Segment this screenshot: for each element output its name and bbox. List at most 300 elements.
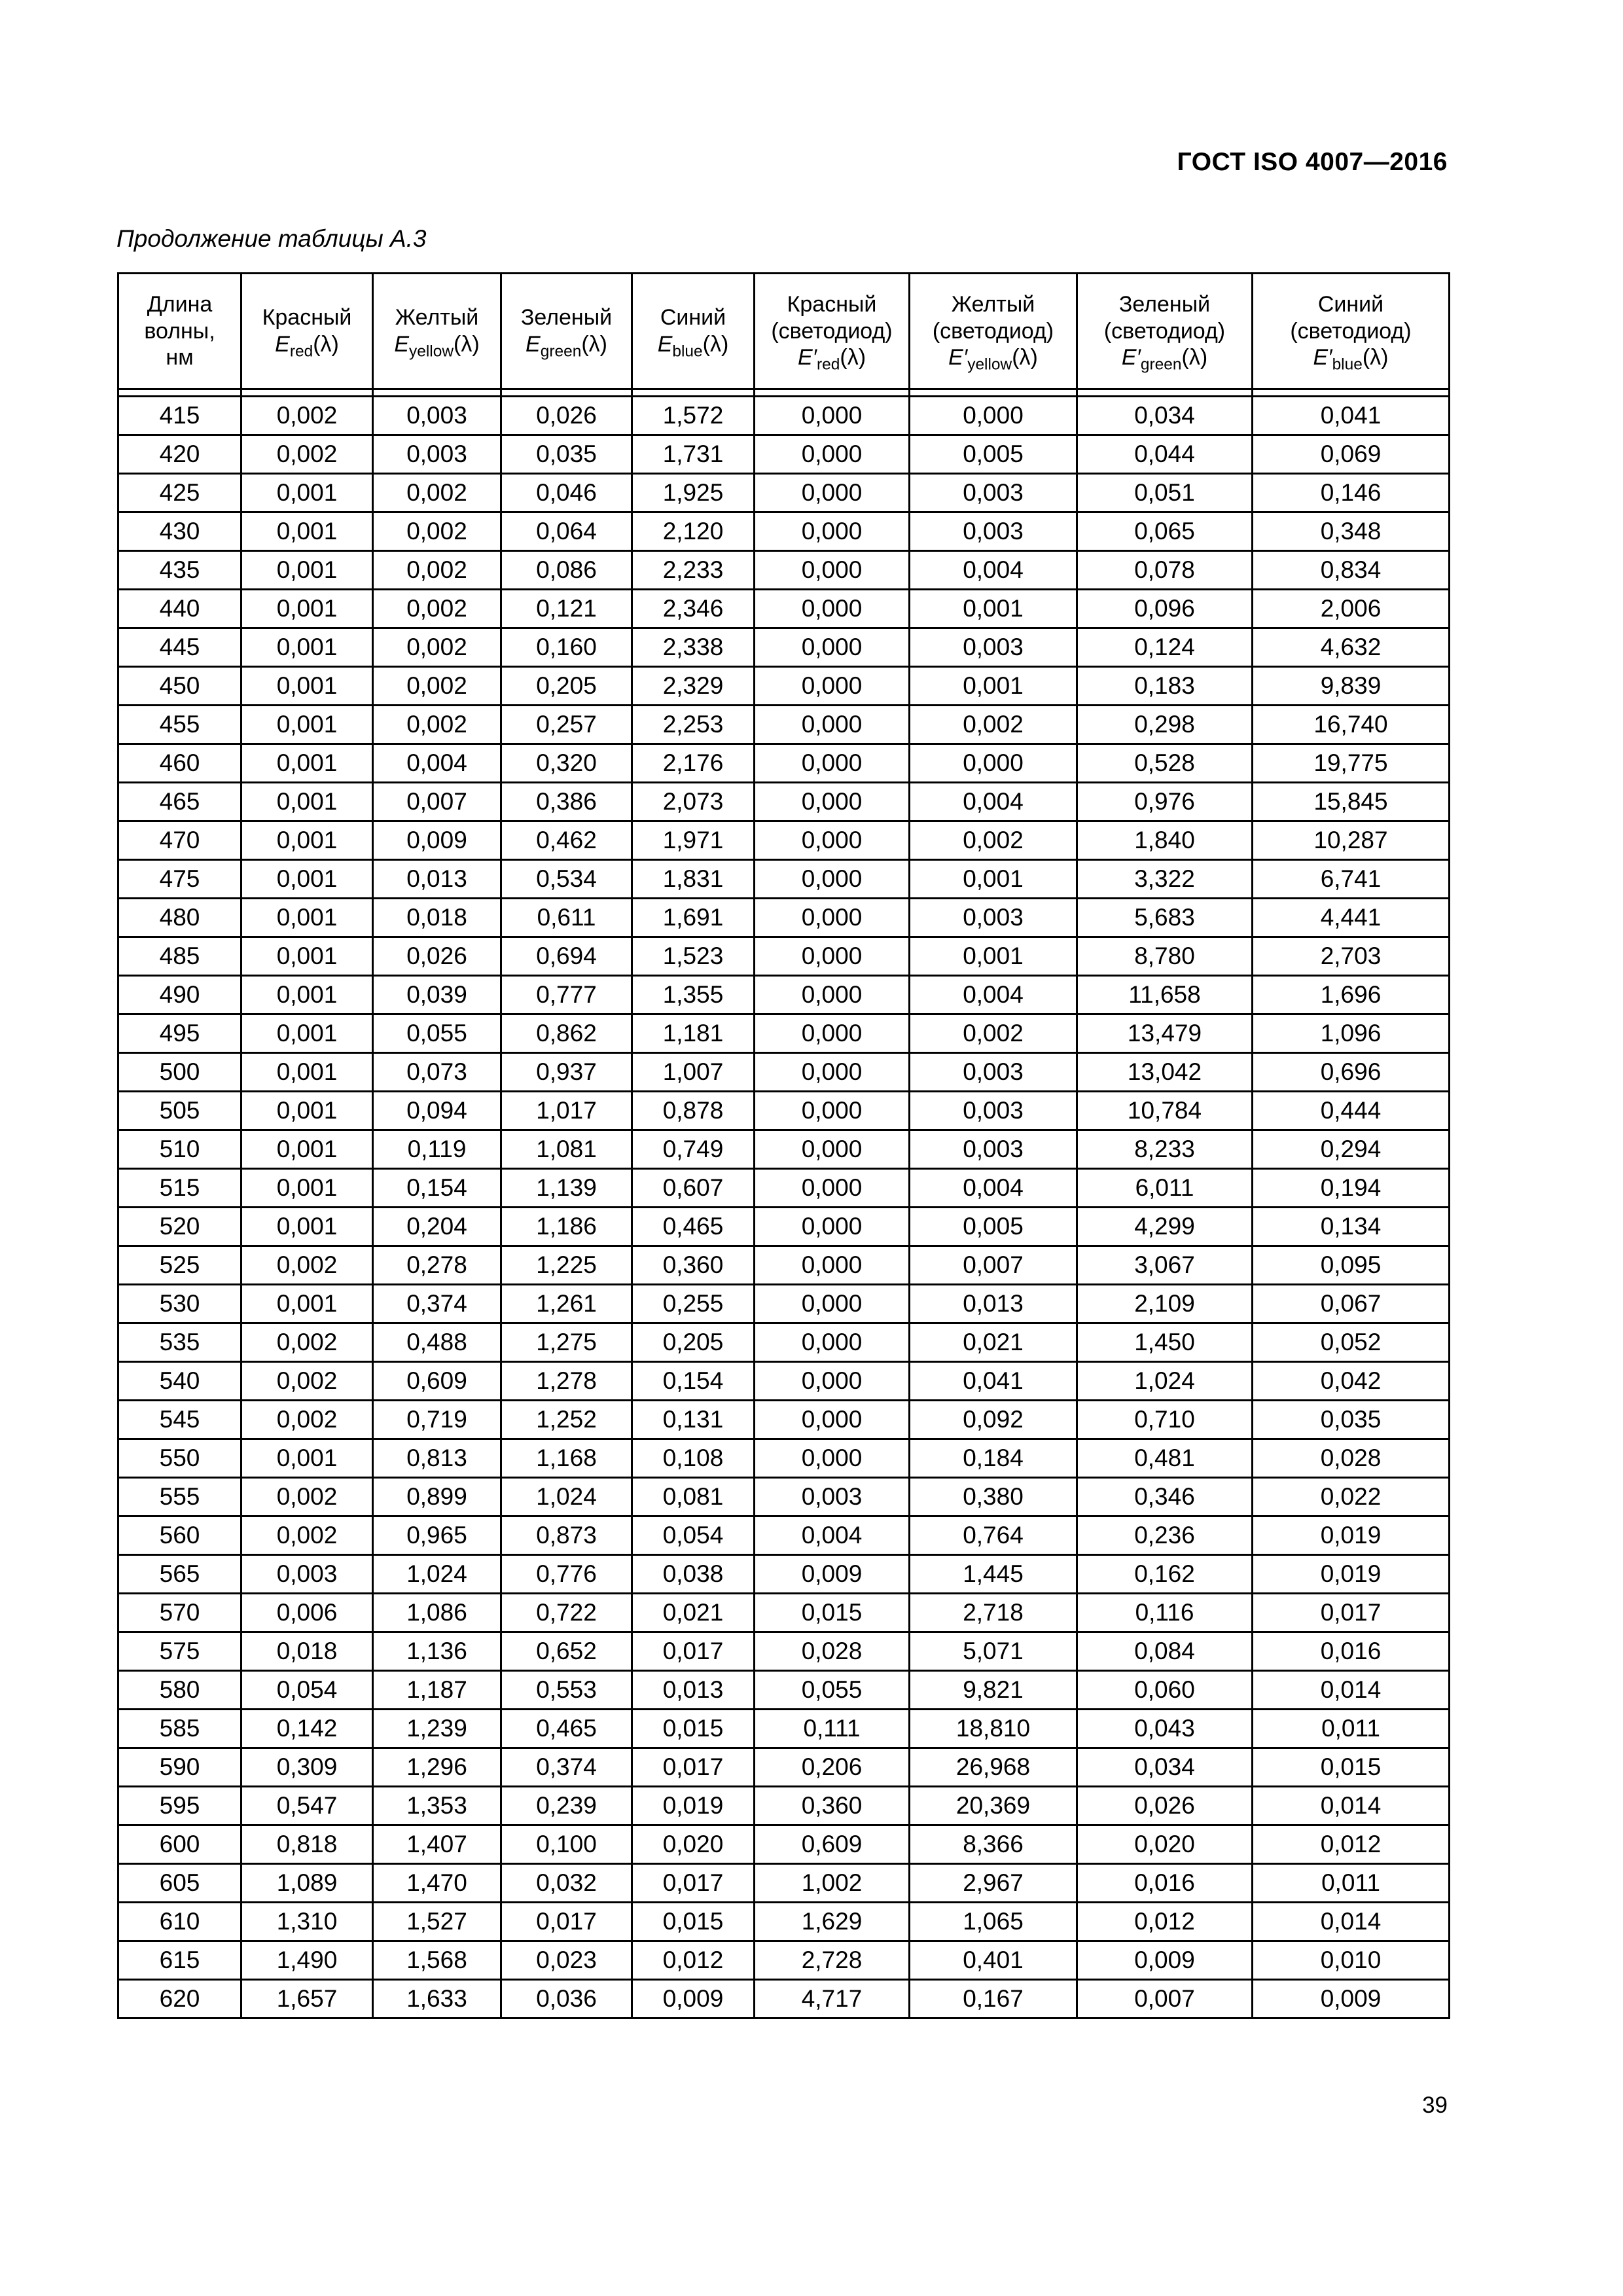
column-symbol-subscript: red: [817, 355, 840, 374]
column-header-line: Зеленый: [520, 305, 613, 331]
value-cell: 0,154: [632, 1362, 755, 1401]
value-cell: 0,026: [501, 397, 632, 435]
table-caption: Продолжение таблицы А.3: [116, 225, 427, 252]
table-row: [118, 1401, 1450, 1439]
table-row: [118, 1787, 1450, 1825]
value-cell: 0,003: [910, 1053, 1077, 1092]
value-cell: 0,294: [1253, 1130, 1450, 1169]
value-cell: 3,322: [1077, 860, 1253, 899]
value-cell: 0,096: [1077, 590, 1253, 628]
value-cell: 0,611: [501, 899, 632, 937]
value-cell: 0,020: [632, 1825, 755, 1864]
value-cell: 0,035: [501, 435, 632, 474]
value-cell: 0,204: [373, 1208, 501, 1246]
value-cell: 0,001: [241, 706, 373, 744]
value-cell: 0,001: [241, 937, 373, 976]
value-cell: 0,028: [1253, 1439, 1450, 1478]
value-cell: 16,740: [1253, 706, 1450, 744]
wavelength-cell: 425: [118, 474, 241, 512]
wavelength-cell: 465: [118, 783, 241, 821]
value-cell: 0,003: [910, 474, 1077, 512]
document-header: ГОСТ ISO 4007—2016: [1177, 148, 1448, 176]
value-cell: 0,015: [1253, 1748, 1450, 1787]
value-cell: 0,000: [755, 1246, 910, 1285]
value-cell: 0,001: [241, 1439, 373, 1478]
value-cell: 6,011: [1077, 1169, 1253, 1208]
table-row: [118, 1323, 1450, 1362]
value-cell: 0,001: [910, 860, 1077, 899]
table-row: [118, 706, 1450, 744]
value-cell: 1,086: [373, 1594, 501, 1632]
value-cell: 0,084: [1077, 1632, 1253, 1671]
column-header-3: [501, 274, 632, 389]
value-cell: 0,038: [632, 1555, 755, 1594]
value-cell: 0,001: [241, 744, 373, 783]
value-cell: 1,353: [373, 1787, 501, 1825]
value-cell: 0,000: [755, 1053, 910, 1092]
value-cell: 0,000: [755, 706, 910, 744]
value-cell: 1,523: [632, 937, 755, 976]
value-cell: 0,060: [1077, 1671, 1253, 1710]
value-cell: 0,015: [632, 1710, 755, 1748]
table-row: [118, 1169, 1450, 1208]
value-cell: 0,001: [910, 937, 1077, 976]
wavelength-cell: 545: [118, 1401, 241, 1439]
value-cell: 0,000: [755, 1362, 910, 1401]
value-cell: 0,000: [755, 1439, 910, 1478]
column-symbol-argument: (λ): [454, 332, 480, 357]
value-cell: 0,002: [910, 1014, 1077, 1053]
wavelength-cell: 535: [118, 1323, 241, 1362]
value-cell: 0,017: [632, 1632, 755, 1671]
value-cell: 0,005: [910, 435, 1077, 474]
value-cell: 1,278: [501, 1362, 632, 1401]
value-cell: 0,000: [755, 1208, 910, 1246]
value-cell: 0,002: [241, 397, 373, 435]
value-cell: 10,287: [1253, 821, 1450, 860]
value-cell: 0,001: [910, 667, 1077, 706]
value-cell: 0,086: [501, 551, 632, 590]
value-cell: 0,004: [910, 783, 1077, 821]
value-cell: 0,937: [501, 1053, 632, 1092]
table-row: [118, 899, 1450, 937]
wavelength-cell: 500: [118, 1053, 241, 1092]
value-cell: 0,360: [755, 1787, 910, 1825]
value-cell: 0,878: [632, 1092, 755, 1130]
value-cell: 0,002: [241, 1362, 373, 1401]
table-row: [118, 1671, 1450, 1710]
column-header-line: (светодиод): [771, 318, 893, 344]
table-row: [118, 435, 1450, 474]
table-row: [118, 1053, 1450, 1092]
value-cell: 2,728: [755, 1941, 910, 1980]
column-header-5: [755, 274, 910, 389]
table-row: [118, 976, 1450, 1014]
column-symbol-subscript: green: [540, 342, 582, 361]
value-cell: 0,007: [1077, 1980, 1253, 2018]
value-cell: 2,718: [910, 1594, 1077, 1632]
value-cell: 0,092: [910, 1401, 1077, 1439]
value-cell: 0,000: [755, 1169, 910, 1208]
separator-cell: [241, 389, 373, 397]
value-cell: 0,009: [1253, 1980, 1450, 2018]
wavelength-cell: 615: [118, 1941, 241, 1980]
column-header-line: волны,: [144, 318, 215, 344]
value-cell: 0,054: [632, 1516, 755, 1555]
column-symbol-subscript: green: [1140, 355, 1182, 374]
value-cell: 0,011: [1253, 1710, 1450, 1748]
value-cell: 0,194: [1253, 1169, 1450, 1208]
column-symbol: E: [526, 332, 541, 357]
table-row: [118, 474, 1450, 512]
column-header-line: Зеленый: [1118, 291, 1211, 317]
value-cell: 0,873: [501, 1516, 632, 1555]
column-header-line: Синий: [660, 305, 726, 331]
value-cell: 0,528: [1077, 744, 1253, 783]
value-cell: 0,000: [755, 435, 910, 474]
value-cell: 2,109: [1077, 1285, 1253, 1323]
column-symbol-subscript: blue: [1332, 355, 1363, 374]
table-row: [118, 1362, 1450, 1401]
column-header-line: (светодиод): [1290, 318, 1412, 344]
value-cell: 0,722: [501, 1594, 632, 1632]
value-cell: 0,017: [632, 1864, 755, 1903]
value-cell: 0,000: [755, 1323, 910, 1362]
value-cell: 0,000: [755, 474, 910, 512]
separator-cell: [501, 389, 632, 397]
value-cell: 2,233: [632, 551, 755, 590]
value-cell: 1,731: [632, 435, 755, 474]
value-cell: 0,652: [501, 1632, 632, 1671]
value-cell: 1,840: [1077, 821, 1253, 860]
table-row: [118, 1130, 1450, 1169]
value-cell: 0,009: [755, 1555, 910, 1594]
value-cell: 1,568: [373, 1941, 501, 1980]
wavelength-cell: 575: [118, 1632, 241, 1671]
value-cell: 0,003: [910, 628, 1077, 667]
value-cell: 0,000: [755, 397, 910, 435]
table-row: [118, 1941, 1450, 1980]
value-cell: 0,067: [1253, 1285, 1450, 1323]
table-row: [118, 1632, 1450, 1671]
value-cell: 0,021: [632, 1594, 755, 1632]
value-cell: 0,069: [1253, 435, 1450, 474]
value-cell: 0,111: [755, 1710, 910, 1748]
value-cell: 0,026: [373, 937, 501, 976]
value-cell: 0,360: [632, 1246, 755, 1285]
value-cell: 0,401: [910, 1941, 1077, 1980]
value-cell: 1,450: [1077, 1323, 1253, 1362]
wavelength-cell: 600: [118, 1825, 241, 1864]
value-cell: 0,488: [373, 1323, 501, 1362]
value-cell: 2,120: [632, 512, 755, 551]
value-cell: 4,717: [755, 1980, 910, 2018]
value-cell: 0,019: [632, 1787, 755, 1825]
wavelength-cell: 440: [118, 590, 241, 628]
header-separator-row: [118, 389, 1450, 397]
column-symbol-argument: (λ): [1012, 345, 1038, 370]
value-cell: 0,094: [373, 1092, 501, 1130]
value-cell: 0,000: [910, 744, 1077, 783]
value-cell: 0,007: [910, 1246, 1077, 1285]
value-cell: 0,012: [632, 1941, 755, 1980]
value-cell: 0,131: [632, 1401, 755, 1439]
value-cell: 0,374: [501, 1748, 632, 1787]
value-cell: 0,002: [373, 706, 501, 744]
wavelength-cell: 435: [118, 551, 241, 590]
value-cell: 0,043: [1077, 1710, 1253, 1748]
value-cell: 0,160: [501, 628, 632, 667]
value-cell: 0,001: [241, 474, 373, 512]
value-cell: 1,024: [1077, 1362, 1253, 1401]
value-cell: 1,691: [632, 899, 755, 937]
table-row: [118, 1246, 1450, 1285]
wavelength-cell: 525: [118, 1246, 241, 1285]
value-cell: 0,035: [1253, 1401, 1450, 1439]
value-cell: 1,296: [373, 1748, 501, 1787]
value-cell: 0,001: [241, 590, 373, 628]
value-cell: 0,002: [373, 667, 501, 706]
value-cell: 0,776: [501, 1555, 632, 1594]
table-row: [118, 1594, 1450, 1632]
value-cell: 15,845: [1253, 783, 1450, 821]
value-cell: 0,011: [1253, 1864, 1450, 1903]
wavelength-cell: 480: [118, 899, 241, 937]
value-cell: 0,012: [1077, 1903, 1253, 1941]
value-cell: 1,490: [241, 1941, 373, 1980]
value-cell: 0,000: [755, 512, 910, 551]
value-cell: 0,034: [1077, 1748, 1253, 1787]
value-cell: 0,081: [632, 1478, 755, 1516]
value-cell: 0,000: [755, 1285, 910, 1323]
value-cell: 0,609: [755, 1825, 910, 1864]
value-cell: 0,710: [1077, 1401, 1253, 1439]
value-cell: 0,003: [373, 435, 501, 474]
value-cell: 0,021: [910, 1323, 1077, 1362]
separator-cell: [1253, 389, 1450, 397]
value-cell: 0,032: [501, 1864, 632, 1903]
value-cell: 2,006: [1253, 590, 1450, 628]
value-cell: 1,181: [632, 1014, 755, 1053]
value-cell: 0,278: [373, 1246, 501, 1285]
wavelength-cell: 590: [118, 1748, 241, 1787]
value-cell: 0,003: [241, 1555, 373, 1594]
value-cell: 20,369: [910, 1787, 1077, 1825]
value-cell: 1,065: [910, 1903, 1077, 1941]
separator-cell: [632, 389, 755, 397]
value-cell: 8,233: [1077, 1130, 1253, 1169]
value-cell: 0,007: [373, 783, 501, 821]
value-cell: 0,257: [501, 706, 632, 744]
value-cell: 0,001: [241, 1092, 373, 1130]
table-row: [118, 397, 1450, 435]
wavelength-cell: 460: [118, 744, 241, 783]
value-cell: 0,001: [241, 783, 373, 821]
column-symbol-subscript: yellow: [409, 342, 454, 361]
value-cell: 1,017: [501, 1092, 632, 1130]
value-cell: 2,253: [632, 706, 755, 744]
table-row: [118, 1748, 1450, 1787]
value-cell: 0,167: [910, 1980, 1077, 2018]
value-cell: 0,000: [755, 1014, 910, 1053]
spectral-data-table: [117, 272, 1450, 2019]
wavelength-cell: 450: [118, 667, 241, 706]
value-cell: 1,275: [501, 1323, 632, 1362]
value-cell: 0,124: [1077, 628, 1253, 667]
value-cell: 0,012: [1253, 1825, 1450, 1864]
wavelength-cell: 610: [118, 1903, 241, 1941]
wavelength-cell: 565: [118, 1555, 241, 1594]
value-cell: 0,239: [501, 1787, 632, 1825]
value-cell: 13,479: [1077, 1014, 1253, 1053]
table-row: [118, 1903, 1450, 1941]
value-cell: 0,834: [1253, 551, 1450, 590]
value-cell: 2,073: [632, 783, 755, 821]
value-cell: 0,013: [373, 860, 501, 899]
value-cell: 0,003: [910, 1130, 1077, 1169]
column-symbol-argument: (λ): [581, 332, 607, 357]
wavelength-cell: 540: [118, 1362, 241, 1401]
value-cell: 0,017: [501, 1903, 632, 1941]
value-cell: 0,064: [501, 512, 632, 551]
value-cell: 4,632: [1253, 628, 1450, 667]
value-cell: 0,078: [1077, 551, 1253, 590]
value-cell: 0,002: [241, 1478, 373, 1516]
value-cell: 0,465: [632, 1208, 755, 1246]
wavelength-cell: 605: [118, 1864, 241, 1903]
column-header-line: Длина: [147, 291, 213, 317]
value-cell: 0,020: [1077, 1825, 1253, 1864]
wavelength-cell: 560: [118, 1516, 241, 1555]
value-cell: 0,121: [501, 590, 632, 628]
value-cell: 0,002: [373, 551, 501, 590]
table-row: [118, 628, 1450, 667]
table-header-row: [118, 274, 1450, 389]
value-cell: 0,017: [632, 1748, 755, 1787]
value-cell: 0,001: [241, 667, 373, 706]
value-cell: 0,346: [1077, 1478, 1253, 1516]
table-row: [118, 1825, 1450, 1864]
value-cell: 8,366: [910, 1825, 1077, 1864]
value-cell: 0,004: [910, 1169, 1077, 1208]
column-symbol: E: [657, 332, 673, 357]
value-cell: 0,965: [373, 1516, 501, 1555]
wavelength-cell: 530: [118, 1285, 241, 1323]
value-cell: 0,108: [632, 1439, 755, 1478]
value-cell: 0,001: [241, 1014, 373, 1053]
table-row: [118, 1980, 1450, 2018]
value-cell: 0,054: [241, 1671, 373, 1710]
column-symbol-argument: (λ): [840, 345, 866, 370]
value-cell: 0,014: [1253, 1787, 1450, 1825]
value-cell: 1,696: [1253, 976, 1450, 1014]
value-cell: 0,694: [501, 937, 632, 976]
column-symbol: E′: [1121, 345, 1141, 370]
value-cell: 0,465: [501, 1710, 632, 1748]
value-cell: 10,784: [1077, 1092, 1253, 1130]
table-row: [118, 860, 1450, 899]
table-row: [118, 1092, 1450, 1130]
value-cell: 0,042: [1253, 1362, 1450, 1401]
value-cell: 2,703: [1253, 937, 1450, 976]
value-cell: 0,051: [1077, 474, 1253, 512]
column-header-7: [1077, 274, 1253, 389]
value-cell: 0,039: [373, 976, 501, 1014]
value-cell: 1,081: [501, 1130, 632, 1169]
column-header-6: [910, 274, 1077, 389]
value-cell: 8,780: [1077, 937, 1253, 976]
table-row: [118, 1478, 1450, 1516]
page-number: 39: [1422, 2092, 1448, 2118]
wavelength-cell: 580: [118, 1671, 241, 1710]
column-header-line: Желтый: [951, 291, 1035, 317]
column-symbol-argument: (λ): [313, 332, 339, 357]
column-header-line: Красный: [787, 291, 877, 317]
table-row: [118, 744, 1450, 783]
wavelength-cell: 555: [118, 1478, 241, 1516]
value-cell: 2,346: [632, 590, 755, 628]
value-cell: 13,042: [1077, 1053, 1253, 1092]
value-cell: 0,001: [910, 590, 1077, 628]
column-symbol-argument: (λ): [702, 332, 729, 357]
table-row: [118, 783, 1450, 821]
value-cell: 18,810: [910, 1710, 1077, 1748]
value-cell: 1,925: [632, 474, 755, 512]
value-cell: 0,976: [1077, 783, 1253, 821]
value-cell: 0,348: [1253, 512, 1450, 551]
value-cell: 0,017: [1253, 1594, 1450, 1632]
wavelength-cell: 515: [118, 1169, 241, 1208]
value-cell: 0,000: [755, 937, 910, 976]
value-cell: 0,001: [241, 976, 373, 1014]
value-cell: 0,002: [241, 1516, 373, 1555]
value-cell: 0,255: [632, 1285, 755, 1323]
value-cell: 0,862: [501, 1014, 632, 1053]
table-row: [118, 1208, 1450, 1246]
value-cell: 0,055: [755, 1671, 910, 1710]
value-cell: 0,547: [241, 1787, 373, 1825]
value-cell: 0,320: [501, 744, 632, 783]
value-cell: 0,374: [373, 1285, 501, 1323]
value-cell: 0,000: [755, 744, 910, 783]
value-cell: 5,071: [910, 1632, 1077, 1671]
column-header-line: (светодиод): [932, 318, 1054, 344]
value-cell: 0,000: [755, 1130, 910, 1169]
value-cell: 1,168: [501, 1439, 632, 1478]
value-cell: 1,007: [632, 1053, 755, 1092]
value-cell: 0,003: [910, 1092, 1077, 1130]
column-symbol: E: [394, 332, 410, 357]
value-cell: 1,139: [501, 1169, 632, 1208]
value-cell: 0,205: [632, 1323, 755, 1362]
value-cell: 0,002: [373, 628, 501, 667]
value-cell: 1,024: [373, 1555, 501, 1594]
wavelength-cell: 470: [118, 821, 241, 860]
table-row: [118, 821, 1450, 860]
value-cell: 1,629: [755, 1903, 910, 1941]
column-header-line: Синий: [1317, 291, 1384, 317]
value-cell: 0,004: [910, 976, 1077, 1014]
value-cell: 0,764: [910, 1516, 1077, 1555]
value-cell: 0,004: [755, 1516, 910, 1555]
value-cell: 19,775: [1253, 744, 1450, 783]
value-cell: 0,183: [1077, 667, 1253, 706]
value-cell: 9,839: [1253, 667, 1450, 706]
value-cell: 0,899: [373, 1478, 501, 1516]
value-cell: 0,009: [632, 1980, 755, 2018]
value-cell: 0,003: [373, 397, 501, 435]
value-cell: 0,001: [241, 821, 373, 860]
